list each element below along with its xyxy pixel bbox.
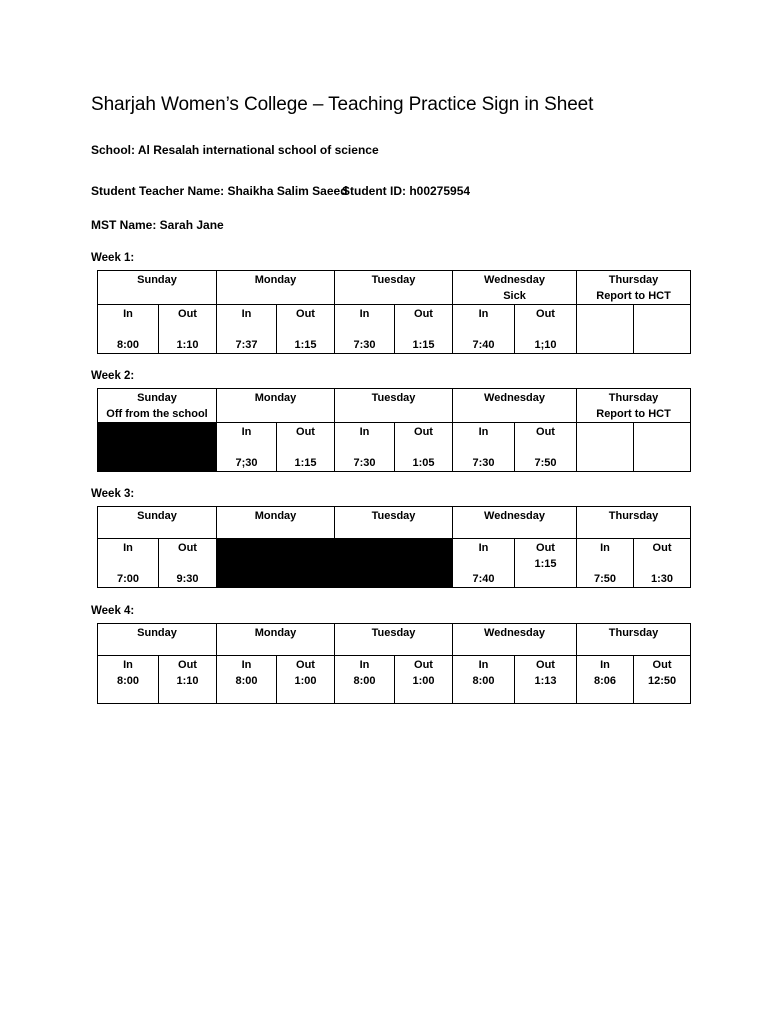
time-value: 7;30 [235, 457, 258, 469]
in-label: In [359, 659, 370, 671]
time-value: 1:15 [294, 457, 317, 469]
mst-name: MST Name: Sarah Jane [91, 218, 224, 232]
in-label: In [123, 308, 133, 320]
time-value: 8:00 [235, 675, 258, 687]
time-value: 7:40 [472, 339, 495, 351]
time-value: 1:15 [534, 558, 557, 570]
thursday-out-cell [634, 539, 691, 588]
monday-in-cell [217, 305, 277, 354]
day-header-thursday [577, 271, 691, 305]
time-value: 7:00 [116, 573, 140, 585]
tuesday-out-cell [395, 305, 453, 354]
day-header-thursday: Thursday [577, 624, 691, 656]
out-label: Out [296, 659, 315, 671]
day-header-tuesday: Tuesday [335, 389, 453, 423]
week-1-label: Week 1: [91, 252, 135, 264]
time-value: 7:30 [353, 457, 376, 469]
out-label: Out [536, 659, 555, 671]
in-label: In [478, 542, 489, 554]
time-value: 8:00 [116, 339, 140, 351]
tuesday-in-cell [335, 423, 395, 472]
wednesday-in-cell [453, 305, 515, 354]
student-teacher-name: Student Teacher Name: Shaikha Salim Saeed [91, 184, 348, 198]
time-value: 1:00 [294, 675, 317, 687]
thursday-in-cell [577, 423, 634, 472]
week-2-label: Week 2: [91, 370, 135, 382]
sunday-in-cell [98, 539, 159, 588]
day-note-sick: Sick [503, 290, 526, 302]
day-header-tuesday: Tuesday [335, 624, 453, 656]
redacted-block [217, 539, 453, 588]
week-3-table [97, 506, 691, 588]
wednesday-out-cell [515, 539, 577, 588]
time-value: 8:00 [353, 675, 376, 687]
time-value: 7:30 [472, 457, 495, 469]
out-label: Out [414, 308, 433, 320]
time-value: 7:50 [594, 573, 617, 585]
day-note-report: Report to HCT [596, 290, 671, 302]
day-header-wednesday [453, 271, 577, 305]
monday-out-cell [277, 305, 335, 354]
wednesday-in-cell [453, 656, 515, 704]
day-header-sunday: Sunday [98, 624, 217, 656]
day-header-monday: Monday [217, 389, 335, 423]
week-4-label: Week 4: [91, 605, 135, 617]
wednesday-in-cell [453, 423, 515, 472]
time-value: 7:30 [353, 339, 376, 351]
out-label: Out [536, 542, 555, 554]
day-header-wednesday: Wednesday [453, 507, 577, 539]
time-value: 1:30 [651, 573, 674, 585]
time-value: 8:00 [116, 675, 140, 687]
day-header-monday: Monday [217, 271, 335, 305]
wednesday-in-cell [453, 539, 515, 588]
out-label: Out [178, 542, 197, 554]
sunday-in-cell [98, 656, 159, 704]
week-1-table [97, 270, 691, 354]
out-label: Out [414, 659, 433, 671]
time-value: 8:06 [594, 675, 617, 687]
in-label: In [241, 308, 252, 320]
time-value: 7:37 [235, 339, 258, 351]
out-label: Out [178, 659, 197, 671]
day-header-monday: Monday [217, 624, 335, 656]
day-header-wednesday: Wednesday [453, 624, 577, 656]
day-header-sunday: Sunday [98, 271, 217, 305]
wednesday-out-cell [515, 305, 577, 354]
out-label: Out [536, 308, 555, 320]
thursday-out-cell [634, 423, 691, 472]
time-value: 1:15 [412, 339, 435, 351]
sunday-out-cell [159, 539, 217, 588]
in-label: In [359, 426, 370, 438]
in-label: In [478, 659, 489, 671]
time-value: 1:10 [176, 339, 199, 351]
week-3-label: Week 3: [91, 488, 135, 500]
wednesday-out-cell [515, 656, 577, 704]
in-label: In [600, 542, 610, 554]
school-name: School: Al Resalah international school of science [91, 143, 379, 157]
thursday-out-cell [634, 656, 691, 704]
time-value: 9:30 [176, 573, 199, 585]
time-value: 1:15 [294, 339, 317, 351]
day-header-thursday: Thursday [577, 507, 691, 539]
day-header-monday: Monday [217, 507, 335, 539]
wednesday-out-cell [515, 423, 577, 472]
redacted-block [98, 423, 217, 472]
thursday-in-cell [577, 539, 634, 588]
in-label: In [123, 659, 133, 671]
day-name: Thursday [608, 392, 659, 404]
time-value: 7:50 [534, 457, 557, 469]
thursday-out-cell [634, 305, 691, 354]
day-header-thursday [577, 389, 691, 423]
sunday-out-cell [159, 656, 217, 704]
out-label: Out [178, 308, 197, 320]
in-label: In [241, 426, 252, 438]
time-value: 1:10 [176, 675, 199, 687]
day-name: Wednesday [484, 274, 545, 286]
out-label: Out [652, 542, 672, 554]
tuesday-in-cell [335, 305, 395, 354]
time-value: 8:00 [472, 675, 495, 687]
tuesday-out-cell [395, 423, 453, 472]
in-label: In [478, 308, 489, 320]
time-value: 1:05 [412, 457, 435, 469]
day-header-wednesday: Wednesday [453, 389, 577, 423]
tuesday-in-cell [335, 656, 395, 704]
document-title: Sharjah Women’s College – Teaching Practice Sign in Sheet [91, 94, 594, 115]
in-label: In [600, 659, 610, 671]
monday-in-cell [217, 423, 277, 472]
thursday-in-cell [577, 305, 634, 354]
time-value: 1;10 [534, 339, 557, 351]
time-value: 7:40 [472, 573, 495, 585]
out-label: Out [296, 308, 315, 320]
out-label: Out [652, 659, 672, 671]
thursday-in-cell [577, 656, 634, 704]
out-label: Out [296, 426, 315, 438]
day-header-sunday [98, 389, 217, 423]
sunday-in-cell [98, 305, 159, 354]
in-label: In [241, 659, 252, 671]
monday-out-cell [277, 423, 335, 472]
student-id: Student ID: h00275954 [342, 184, 471, 198]
time-value: 12:50 [647, 675, 677, 687]
day-name: Sunday [137, 392, 177, 404]
monday-out-cell [277, 656, 335, 704]
time-value: 1:13 [534, 675, 557, 687]
out-label: Out [414, 426, 433, 438]
day-note-off: Off from the school [106, 408, 208, 420]
week-2-table [97, 388, 691, 472]
day-header-tuesday: Tuesday [335, 507, 453, 539]
time-value: 1:00 [412, 675, 435, 687]
in-label: In [123, 542, 133, 554]
monday-in-cell [217, 656, 277, 704]
in-label: In [359, 308, 370, 320]
week-4-table [97, 623, 691, 704]
day-header-tuesday: Tuesday [335, 271, 453, 305]
day-note-report: Report to HCT [596, 408, 671, 420]
day-header-sunday: Sunday [98, 507, 217, 539]
in-label: In [478, 426, 489, 438]
sunday-out-cell [159, 305, 217, 354]
day-name: Thursday [608, 274, 659, 286]
tuesday-out-cell [395, 656, 453, 704]
out-label: Out [536, 426, 555, 438]
